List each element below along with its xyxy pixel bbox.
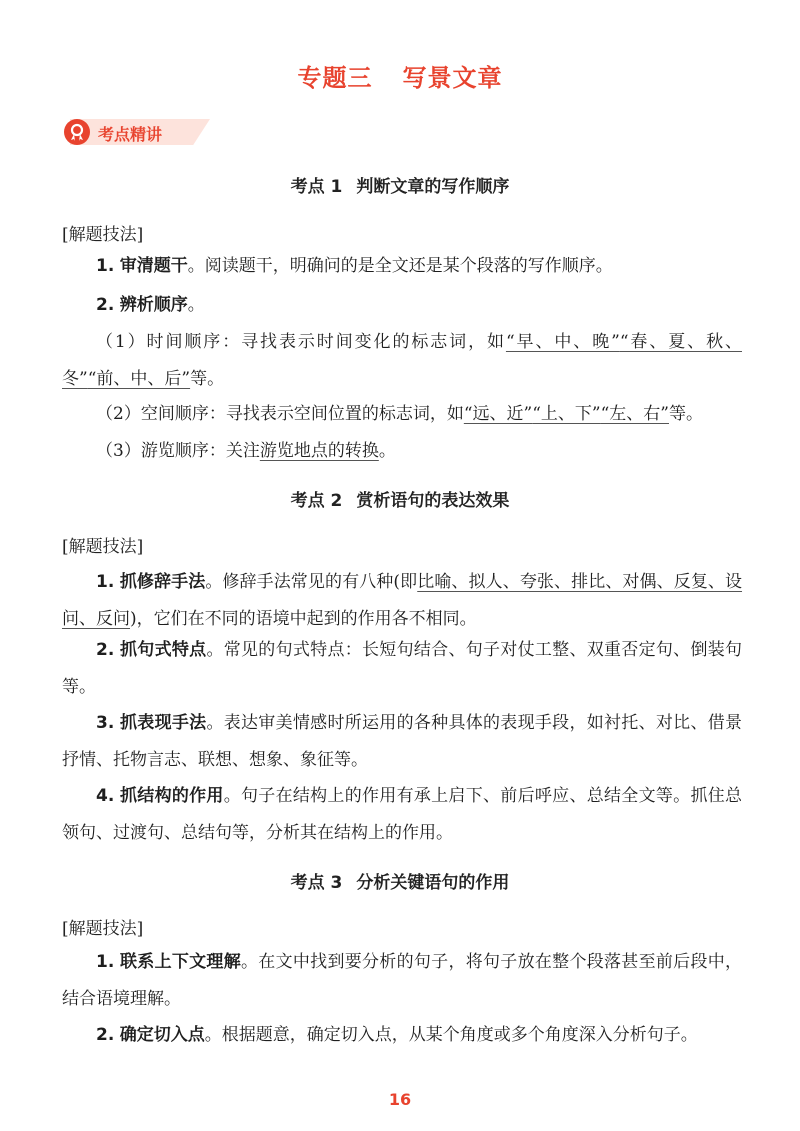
section1-paragraph-2 xyxy=(62,287,742,324)
key-point-icon xyxy=(62,117,92,147)
section2-tag: [解题技法] xyxy=(62,537,144,557)
section1-heading-text: 判断文章的写作顺序 xyxy=(356,177,510,197)
s2p1-u1: 比喻、拟人、夸张、排比、对偶、反复、设问、反问 xyxy=(62,572,743,629)
page-title xyxy=(0,58,800,93)
s2p4-num: 4. xyxy=(96,786,115,806)
section3-paragraph-2 xyxy=(62,1017,742,1054)
section2-paragraph-1 xyxy=(62,564,742,638)
s2p4-bold: 抓结构的作用 xyxy=(120,786,224,806)
s3p2-text: 。根据题意，确定切入点，从某个角度或多个角度深入分析句子。 xyxy=(204,1025,698,1045)
section1-tag: [解题技法] xyxy=(62,225,144,245)
s1p4-u1: “远、近” xyxy=(463,404,533,424)
s1p3-u1: “早、中、晚” xyxy=(505,332,620,352)
s3p1-num: 1. xyxy=(96,952,115,972)
section2-heading xyxy=(0,486,800,511)
s1p1-bold: 审清题干 xyxy=(119,256,188,276)
s1p5-pre: （3）游览顺序：关注 xyxy=(96,441,260,461)
section1-heading xyxy=(0,172,800,197)
section3-heading-num: 考点 3 xyxy=(290,873,343,893)
s2p2-num: 2. xyxy=(96,640,115,660)
s1p2-bold: 辨析顺序 xyxy=(119,295,188,315)
s2p3-num: 3. xyxy=(96,713,115,733)
s2p3-bold: 抓表现手法 xyxy=(120,713,207,733)
s2p1-num: 1. xyxy=(96,572,115,592)
s1p1-text: 。阅读题干，明确问的是全文还是某个段落的写作顺序。 xyxy=(187,256,613,276)
s1p3-pre: （1）时间顺序：寻找表示时间变化的标志词，如 xyxy=(96,332,506,352)
section-badge xyxy=(62,117,212,147)
section1-paragraph-3 xyxy=(62,324,742,398)
s1p3-u2: “春、夏、秋、冬” xyxy=(62,332,742,389)
section3-heading-text: 分析关键语句的作用 xyxy=(356,873,510,893)
s1p4-u2: “上、下” xyxy=(532,404,601,424)
title-part1: 专题三 xyxy=(297,64,373,92)
badge-label: 考点精讲 xyxy=(98,125,163,144)
s1p2-text: 。 xyxy=(187,295,205,315)
s2p2-bold: 抓句式特点 xyxy=(120,640,207,660)
s3p1-bold: 联系上下文理解 xyxy=(120,952,242,972)
section2-paragraph-4 xyxy=(62,778,742,852)
s2p3-text: 。表达审美情感时所运用的各种具体的表现手段，如衬托、对比、借景抒情、托物言志、联想、想象、象征等。 xyxy=(62,713,743,770)
s1p1-num: 1. xyxy=(96,256,115,276)
section2-heading-text: 赏析语句的表达效果 xyxy=(356,491,510,511)
s1p5-u1: 游览地点的转换 xyxy=(259,441,379,461)
section2-paragraph-2 xyxy=(62,632,742,706)
s2p4-text: 。句子在结构上的作用有承上启下、前后呼应、总结全文等。抓住总领句、过渡句、总结句等，分析其在结构上的作用。 xyxy=(62,786,743,843)
section3-paragraph-1 xyxy=(62,944,742,1018)
section2-paragraph-3 xyxy=(62,705,742,779)
s2p1-post: )，它们在不同的语境中起到的作用各不相同。 xyxy=(130,609,477,629)
s1p3-post: 等。 xyxy=(190,369,225,389)
s1p4-pre: （2）空间顺序：寻找表示空间位置的标志词，如 xyxy=(96,404,464,424)
s2p1-pre: 。修辞手法常见的有八种(即 xyxy=(205,572,418,592)
section1-heading-num: 考点 1 xyxy=(290,177,343,197)
title-part2: 写景文章 xyxy=(402,64,503,92)
s3p2-num: 2. xyxy=(96,1025,115,1045)
section1-paragraph-5 xyxy=(62,433,742,470)
section3-heading xyxy=(0,868,800,893)
s2p2-text: 。常见的句式特点：长短句结合、句子对仗工整、双重否定句、倒装句等。 xyxy=(62,640,743,697)
section1-paragraph-4 xyxy=(62,396,742,433)
section1-paragraph-1 xyxy=(62,248,742,285)
s2p1-bold: 抓修辞手法 xyxy=(119,572,206,592)
s1p2-num: 2. xyxy=(96,295,115,315)
section3-tag: [解题技法] xyxy=(62,919,144,939)
s1p4-post: 等。 xyxy=(669,404,703,424)
s3p1-text: 。在文中找到要分析的句子，将句子放在整个段落甚至前后段中，结合语境理解。 xyxy=(62,952,743,1009)
s1p5-post: 。 xyxy=(378,441,396,461)
s3p2-bold: 确定切入点 xyxy=(119,1025,205,1045)
s1p4-u3: “左、右” xyxy=(600,404,669,424)
section2-heading-num: 考点 2 xyxy=(290,491,343,511)
s1p3-u3: “前、中、后” xyxy=(87,369,191,389)
page-number: 16 xyxy=(388,1090,412,1109)
